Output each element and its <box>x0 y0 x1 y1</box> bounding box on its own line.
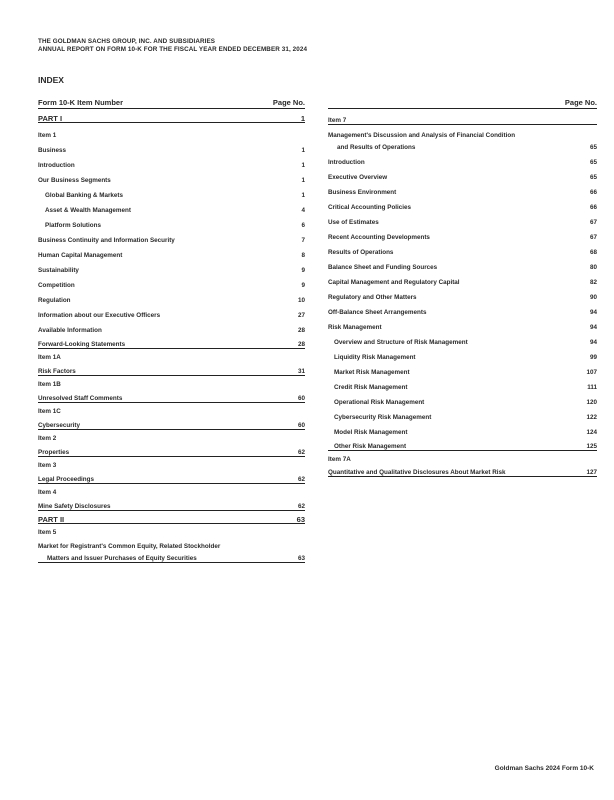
toc-entry-page: 8 <box>301 251 305 259</box>
toc-entry <box>38 349 305 361</box>
toc-entry-title: Critical Accounting Policies <box>328 203 412 211</box>
toc-entry <box>328 346 597 361</box>
toc-entry-page: 68 <box>589 248 597 256</box>
toc-entry-page: 65 <box>589 143 597 151</box>
toc-entry-title: Credit Risk Management <box>334 383 408 391</box>
toc-entry-title: Recent Accounting Developments <box>328 233 430 241</box>
toc-entry <box>38 139 305 154</box>
toc-entry-title: Item 7A <box>328 455 351 463</box>
toc-entry-title: Management's Discussion and Analysis of Financial Condition <box>328 131 516 139</box>
toc-entry-page: 9 <box>301 281 305 289</box>
toc-entry-title: Asset & Wealth Management <box>45 206 131 214</box>
toc-entry-title: Capital Management and Regulatory Capital <box>328 278 460 286</box>
toc-entry-page: 124 <box>586 428 597 436</box>
toc-entry <box>38 334 305 349</box>
toc-entry-page: 1 <box>301 161 305 169</box>
toc-entry-page: 1 <box>301 191 305 199</box>
toc-entry-page: 63 <box>296 514 305 524</box>
toc-entry <box>328 226 597 241</box>
toc-entry <box>328 331 597 346</box>
toc-entry <box>328 301 597 316</box>
toc-entry <box>38 469 305 484</box>
toc-entry-page: 1 <box>301 176 305 184</box>
toc-entry <box>38 199 305 214</box>
toc-entry <box>38 169 305 184</box>
toc-entry-page: 28 <box>297 340 305 348</box>
toc-entry-title: Mine Safety Disclosures <box>38 502 111 510</box>
toc-entry-page: 66 <box>589 188 597 196</box>
toc-entry-title: Legal Proceedings <box>38 475 94 483</box>
toc-entry <box>38 442 305 457</box>
toc-entry-title: Business <box>38 146 66 154</box>
header-company: THE GOLDMAN SACHS GROUP, INC. AND SUBSIDIARIES <box>38 38 216 45</box>
toc-entry-title: Unresolved Staff Comments <box>38 394 123 402</box>
toc-entry <box>328 109 597 125</box>
toc-entry-title: Regulation <box>38 296 71 304</box>
toc-entry <box>38 415 305 430</box>
toc-entry-title: Off-Balance Sheet Arrangements <box>328 308 427 316</box>
page-no-header: Page No. <box>272 98 305 107</box>
toc-entry-page: 90 <box>589 293 597 301</box>
toc-entry <box>328 376 597 391</box>
toc-entry <box>328 181 597 196</box>
left-column-header <box>38 95 305 109</box>
toc-entry-title: Properties <box>38 448 70 456</box>
toc-entry <box>38 244 305 259</box>
toc-entry-page: 60 <box>297 394 305 402</box>
toc-entry <box>328 166 597 181</box>
toc-entry-title: Business Continuity and Information Security <box>38 236 175 244</box>
toc-entry <box>38 229 305 244</box>
toc-entry-page: 107 <box>586 368 597 376</box>
toc-entry <box>38 184 305 199</box>
toc-entry-title: Balance Sheet and Funding Sources <box>328 263 438 271</box>
toc-entry <box>38 214 305 229</box>
toc-entry <box>38 259 305 274</box>
toc-entry-page: 111 <box>587 383 597 391</box>
toc-entry-page: 94 <box>589 323 597 331</box>
toc-entry-page: 28 <box>297 326 305 334</box>
index-title: INDEX <box>38 75 64 85</box>
toc-entry-page: 80 <box>589 263 597 271</box>
toc-entry-page: 67 <box>589 218 597 226</box>
toc-entry <box>328 211 597 226</box>
toc-entry <box>38 388 305 403</box>
toc-entry <box>38 550 305 563</box>
toc-entry <box>328 361 597 376</box>
toc-entry <box>38 536 305 550</box>
toc-entry <box>38 289 305 304</box>
toc-entry <box>38 274 305 289</box>
toc-entry <box>328 256 597 271</box>
item-number-header: Form 10-K Item Number <box>38 98 124 107</box>
toc-entry-title: Our Business Segments <box>38 176 111 184</box>
toc-left-column <box>38 95 305 563</box>
toc-entry-title: Available Information <box>38 326 102 334</box>
toc-entry-title: Introduction <box>38 161 75 169</box>
toc-entry-title: Competition <box>38 281 75 289</box>
toc-entry-title: Results of Operations <box>328 248 394 256</box>
toc-entry-page: 127 <box>586 468 597 476</box>
toc-entry-page: 94 <box>589 308 597 316</box>
toc-entry <box>38 361 305 376</box>
toc-entry <box>38 123 305 139</box>
toc-entry <box>328 125 597 139</box>
toc-entry-page: 31 <box>297 367 305 375</box>
toc-entry-title: PART I <box>38 113 63 123</box>
toc-entry-page: 99 <box>589 353 597 361</box>
toc-entry-title: Item 4 <box>38 488 57 496</box>
toc-entry-page: 7 <box>301 236 305 244</box>
toc-entry-title: Market for Registrant's Common Equity, Related Stockholder <box>38 542 221 550</box>
toc-entry <box>328 316 597 331</box>
toc-entry <box>38 403 305 415</box>
toc-entry-page: 1 <box>301 146 305 154</box>
toc-entry-page: 62 <box>297 502 305 510</box>
toc-entry-title: Overview and Structure of Risk Management <box>334 338 468 346</box>
toc-entry-title: Matters and Issuer Purchases of Equity Securities <box>47 554 197 562</box>
toc-entry-title: Sustainability <box>38 266 79 274</box>
toc-entry <box>38 457 305 469</box>
toc-entry <box>38 319 305 334</box>
toc-entry-title: Item 1 <box>38 131 57 139</box>
toc-entry <box>328 286 597 301</box>
toc-entry-title: Use of Estimates <box>328 218 379 226</box>
toc-entry-page: 66 <box>589 203 597 211</box>
toc-entry <box>328 196 597 211</box>
toc-entry <box>38 376 305 388</box>
toc-entry-page: 94 <box>589 338 597 346</box>
toc-entry-page: 63 <box>297 554 305 562</box>
toc-entry-title: Other Risk Management <box>334 442 407 450</box>
toc-entry-title: Risk Factors <box>38 367 76 375</box>
toc-entry-title: Platform Solutions <box>45 221 101 229</box>
toc-entry <box>38 484 305 496</box>
toc-entry-page: 9 <box>301 266 305 274</box>
toc-entry-title: Item 5 <box>38 528 57 536</box>
toc-entry <box>38 511 305 524</box>
toc-entry-title: Introduction <box>328 158 365 166</box>
toc-entry-page: 82 <box>589 278 597 286</box>
toc-entry-title: Liquidity Risk Management <box>334 353 416 361</box>
page-footer: Goldman Sachs 2024 Form 10-K <box>494 765 594 772</box>
toc-entry-page: 10 <box>297 296 305 304</box>
toc-entry-page: 65 <box>589 158 597 166</box>
toc-entry <box>38 154 305 169</box>
toc-entry-page: 120 <box>586 398 597 406</box>
toc-entry <box>38 496 305 511</box>
toc-entry-title: Global Banking & Markets <box>45 191 124 199</box>
toc-entry <box>328 406 597 421</box>
toc-entry-title: Item 1B <box>38 380 61 388</box>
header-report: ANNUAL REPORT ON FORM 10-K FOR THE FISCAL YEAR ENDED DECEMBER 31, 2024 <box>38 46 308 53</box>
toc-entry-title: PART II <box>38 514 65 524</box>
toc-entry-title: Item 7 <box>328 116 347 124</box>
toc-entry-title: Market Risk Management <box>334 368 410 376</box>
toc-entry <box>328 391 597 406</box>
toc-entry-title: Forward-Looking Statements <box>38 340 126 348</box>
toc-entry <box>328 241 597 256</box>
toc-entry-title: Quantitative and Qualitative Disclosures About Market Risk <box>328 468 506 476</box>
toc-entry-page: 62 <box>297 475 305 483</box>
toc-entry-page: 60 <box>297 421 305 429</box>
toc-entry <box>38 524 305 536</box>
toc-entry-title: Item 3 <box>38 461 57 469</box>
toc-entry-page: 27 <box>297 311 305 319</box>
toc-entry <box>328 463 597 477</box>
toc-entry-page: 6 <box>301 221 305 229</box>
toc-entry-page: 62 <box>297 448 305 456</box>
page-no-header: Page No. <box>564 98 597 107</box>
toc-entry-page: 67 <box>589 233 597 241</box>
toc-entry <box>328 436 597 451</box>
toc-entry <box>328 451 597 463</box>
toc-entry-title: Cybersecurity Risk Management <box>334 413 432 421</box>
toc-entry-title: Operational Risk Management <box>334 398 425 406</box>
toc-entry-title: Item 1C <box>38 407 61 415</box>
toc-entry <box>328 271 597 286</box>
toc-entry-title: Risk Management <box>328 323 382 331</box>
toc-entry-title: Item 1A <box>38 353 61 361</box>
toc-entry-title: Model Risk Management <box>334 428 408 436</box>
toc-entry-title: and Results of Operations <box>337 143 416 151</box>
toc-entry <box>38 109 305 123</box>
toc-entry-title: Regulatory and Other Matters <box>328 293 417 301</box>
toc-entry <box>38 430 305 442</box>
toc-entry-title: Human Capital Management <box>38 251 123 259</box>
toc-entry-title: Executive Overview <box>328 173 388 181</box>
toc-entry-title: Cybersecurity <box>38 421 80 429</box>
toc-entry-title: Information about our Executive Officers <box>38 311 161 319</box>
toc-right-column <box>328 95 597 477</box>
toc-entry-page: 4 <box>301 206 305 214</box>
right-column-header <box>328 95 597 109</box>
toc-entry-page: 125 <box>586 442 597 450</box>
toc-entry-page: 65 <box>589 173 597 181</box>
toc-entry-title: Business Environment <box>328 188 397 196</box>
toc-entry <box>328 421 597 436</box>
toc-entry <box>328 151 597 166</box>
toc-entry <box>38 304 305 319</box>
toc-entry <box>328 139 597 151</box>
toc-entry-page: 122 <box>586 413 597 421</box>
toc-entry-page: 1 <box>300 113 305 123</box>
report-header <box>38 38 307 54</box>
toc-entry-title: Item 2 <box>38 434 57 442</box>
